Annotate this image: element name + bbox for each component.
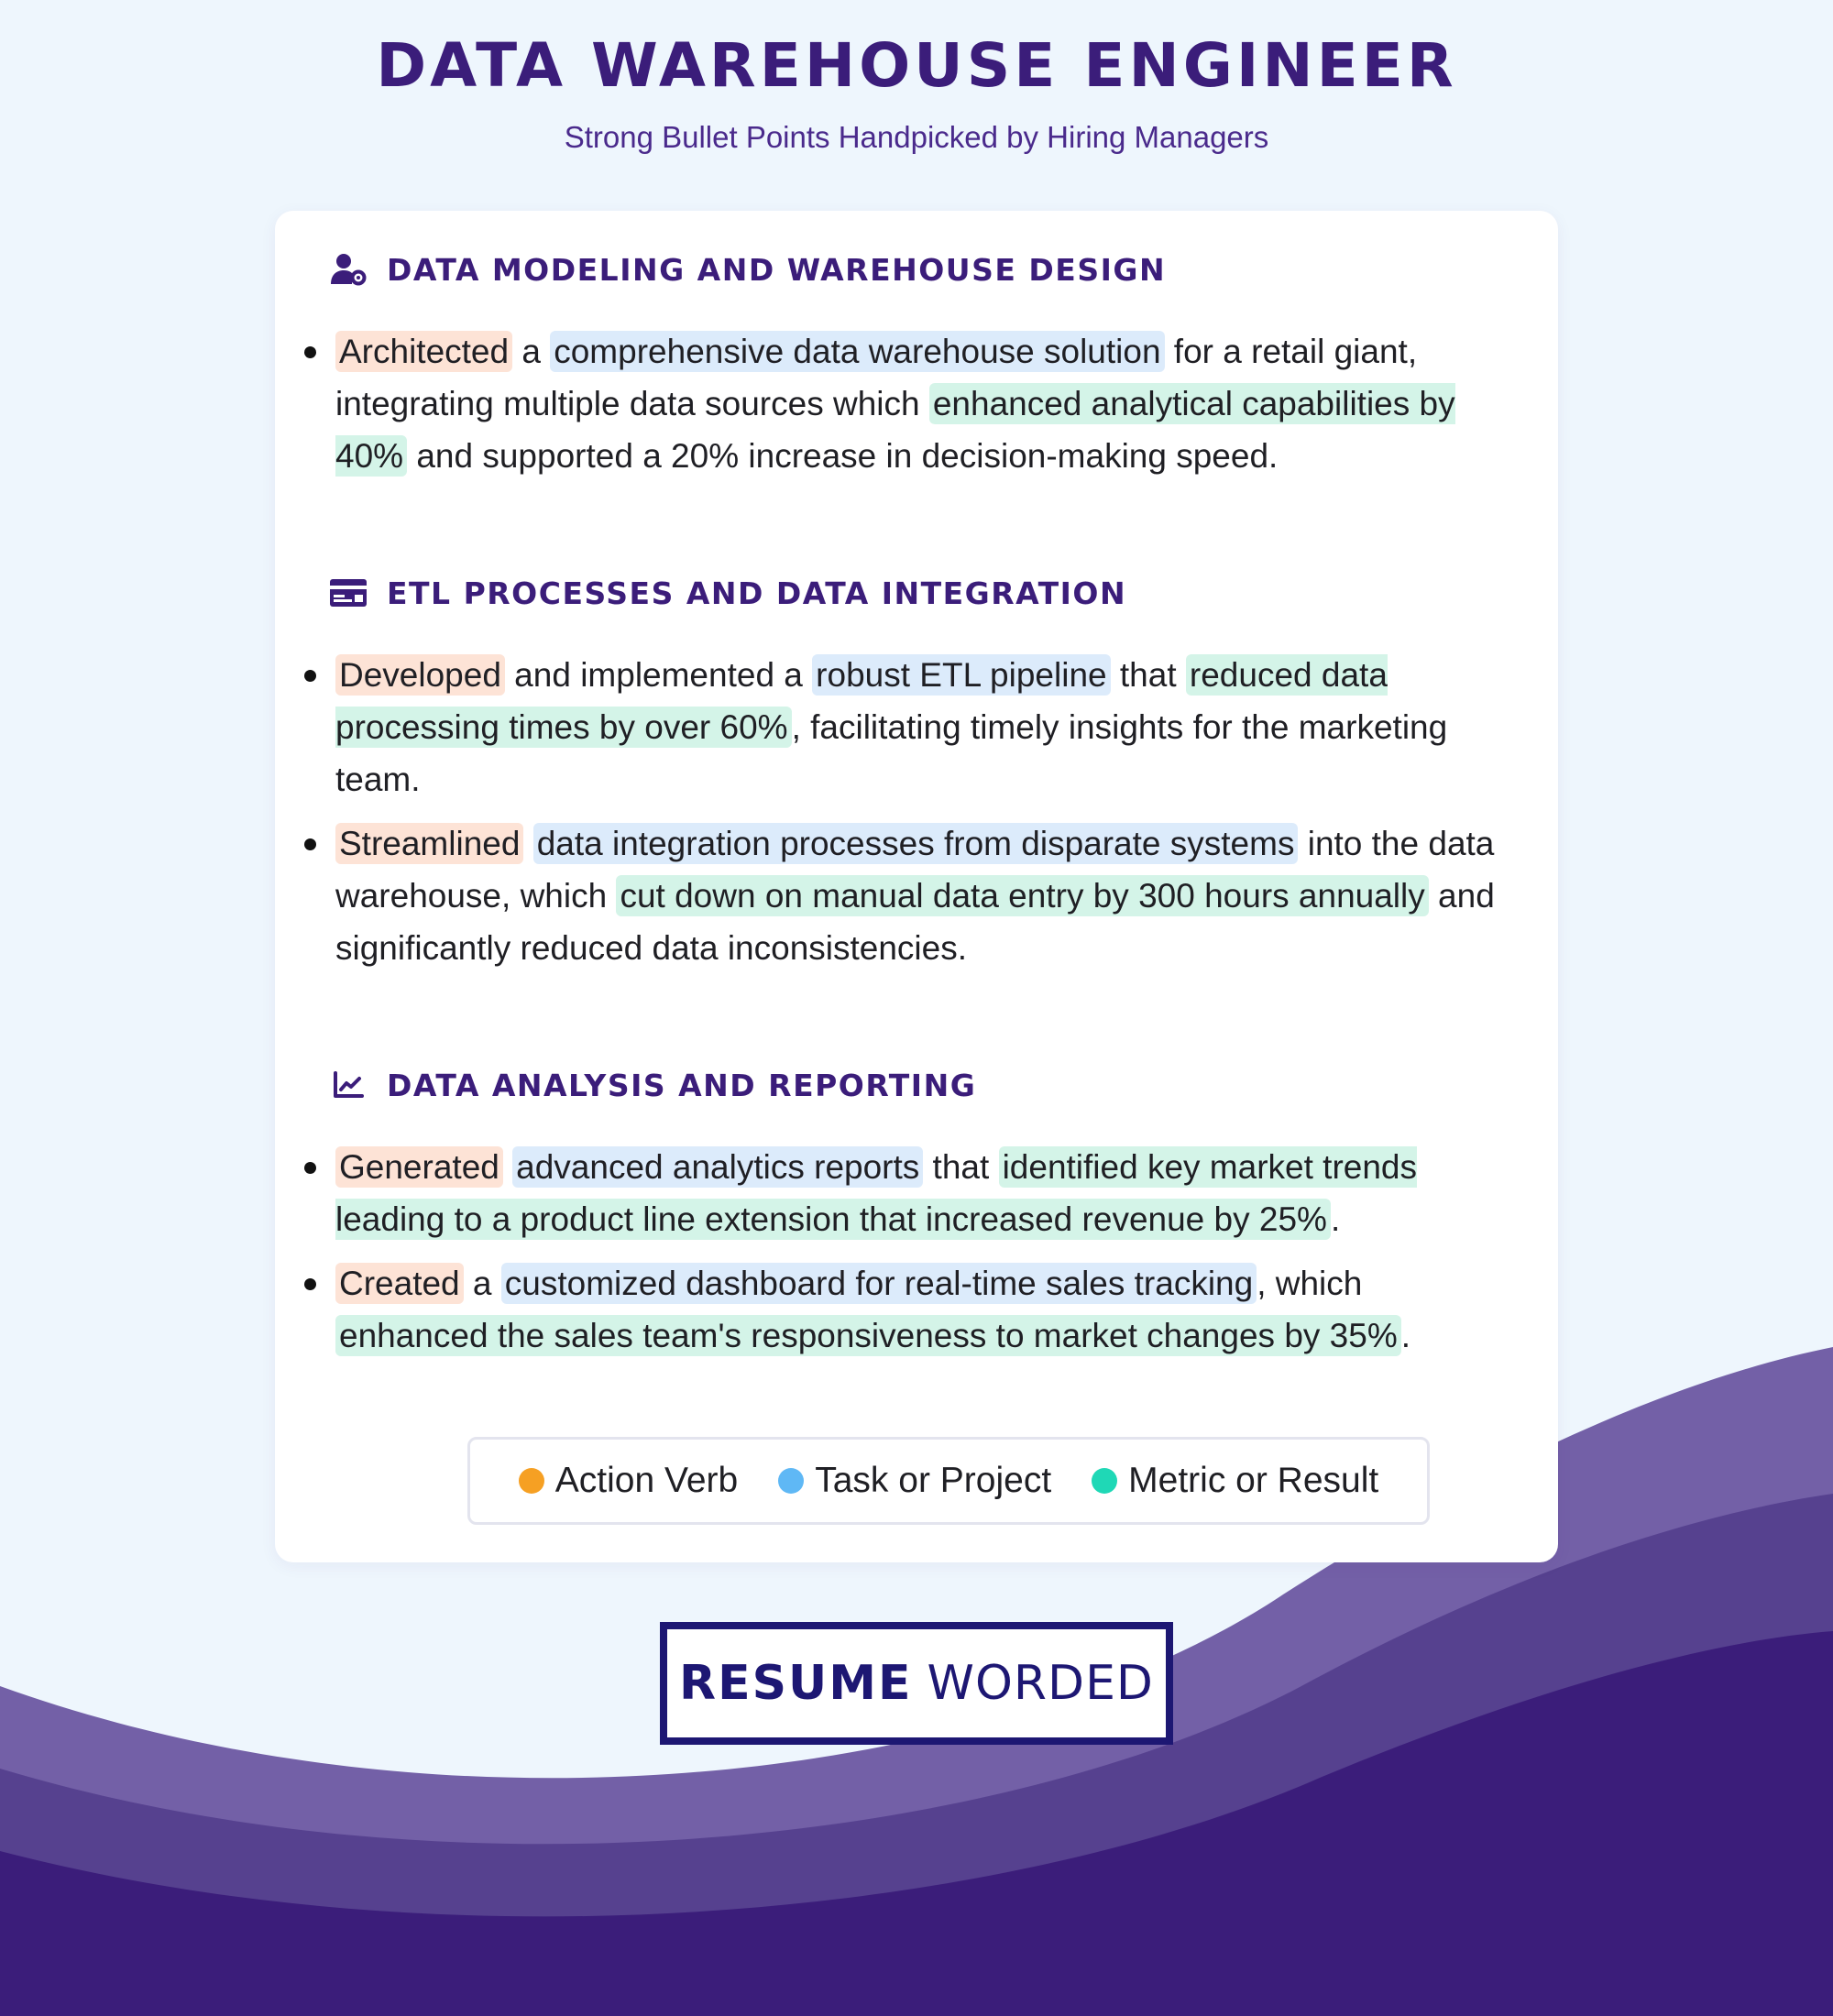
bullet-item [275, 1141, 1558, 1245]
task-or-project: customized dashboard for real-time sales tracking [501, 1263, 1257, 1304]
bullet-text: , facilitating timely insights for the marketing team. [335, 708, 1448, 798]
bullet-text: a [463, 1265, 501, 1302]
highlight-legend [467, 1437, 1430, 1525]
bullet-text: that [1110, 656, 1186, 694]
action-verb: Created [335, 1263, 464, 1304]
metric-or-result: identified key market trends leading to a product line extension that increased revenue by 25% [335, 1148, 1417, 1238]
task-or-project: advanced analytics reports [512, 1146, 923, 1188]
page-subtitle: Strong Bullet Points Handpicked by Hiring Managers [564, 120, 1269, 154]
metric-or-result: enhanced analytical capabilities by 40% [335, 385, 1455, 475]
legend-label: Task or Project [815, 1461, 1052, 1500]
bullet-points-card [275, 211, 1558, 1562]
section-title: DATA MODELING AND WAREHOUSE DESIGN [387, 251, 1167, 288]
bullet-item [275, 325, 1558, 482]
action-verb: Developed [335, 654, 505, 696]
legend-label: Metric or Result [1128, 1461, 1379, 1500]
bullet-text: and significantly reduced data inconsistencies. [335, 877, 1495, 967]
bullet-text: and supported a 20% increase in decision-making speed. [407, 437, 1279, 475]
metric-or-result: enhanced the sales team's responsiveness to market changes by 35% [335, 1315, 1401, 1356]
bullet-text: for a retail giant, integrating multiple data sources which [335, 333, 1418, 422]
bullet-item [275, 1257, 1558, 1362]
bullet-text [523, 825, 532, 862]
page-header [0, 27, 1833, 156]
bullet-item [275, 649, 1558, 805]
page-title: DATA WAREHOUSE ENGINEER [376, 30, 1457, 101]
bullet-text: . [1330, 1200, 1341, 1238]
legend-item-metric-or-result [1092, 1461, 1378, 1501]
section-header [328, 571, 1126, 615]
legend-item-task-or-project [778, 1461, 1051, 1501]
bullet-text: that [923, 1148, 999, 1186]
legend-item-action-verb [519, 1461, 738, 1501]
legend-dot [1092, 1468, 1117, 1494]
action-verb: Architected [335, 331, 512, 372]
resume-worded-logo[interactable] [660, 1622, 1173, 1745]
action-verb: Streamlined [335, 823, 523, 864]
credit-card-icon [328, 575, 368, 611]
bullet-list [275, 649, 1558, 986]
legend-label: Action Verb [554, 1461, 739, 1500]
task-or-project: data integration processes from disparate systems [533, 823, 1299, 864]
section-header [328, 1063, 976, 1107]
metric-or-result: cut down on manual data entry by 300 hours annually [616, 875, 1428, 916]
action-verb: Generated [335, 1146, 503, 1188]
section-title: ETL PROCESSES AND DATA INTEGRATION [387, 575, 1127, 611]
line-chart-icon [328, 1067, 368, 1103]
task-or-project: comprehensive data warehouse solution [550, 331, 1164, 372]
logo-bold-text: RESUME [679, 1656, 913, 1711]
bullet-text: into the data warehouse, which [335, 825, 1495, 915]
bullet-list [275, 1141, 1558, 1374]
bullet-text: . [1400, 1317, 1411, 1354]
legend-dot [778, 1468, 804, 1494]
bullet-list [275, 325, 1558, 494]
section-title: DATA ANALYSIS AND REPORTING [387, 1067, 977, 1103]
bullet-text: and implemented a [504, 656, 813, 694]
task-or-project: robust ETL pipeline [812, 654, 1110, 696]
user-gear-icon [328, 251, 368, 288]
bullet-text: a [512, 333, 551, 370]
bullet-item [275, 817, 1558, 974]
logo-light-text: WORDED [927, 1656, 1154, 1711]
bullet-text: , which [1257, 1265, 1363, 1302]
legend-dot [519, 1468, 544, 1494]
metric-or-result: reduced data processing times by over 60% [335, 656, 1388, 746]
bullet-text [503, 1148, 512, 1186]
section-header [328, 247, 1166, 291]
